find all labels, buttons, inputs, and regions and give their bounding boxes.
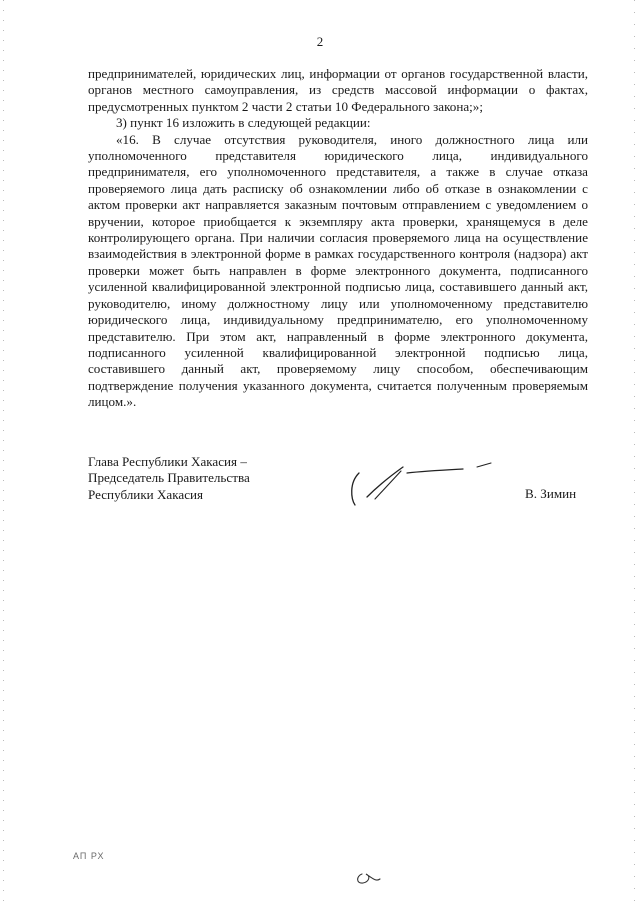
signatory-title-line: Председатель Правительства xyxy=(88,470,250,486)
signatory-title-line: Глава Республики Хакасия – xyxy=(88,454,247,469)
paragraph-item-3: 3) пункт 16 изложить в следующей редакции: xyxy=(116,115,371,131)
scan-edge-right xyxy=(633,0,636,905)
document-body xyxy=(88,66,588,411)
footer-code: АП РХ xyxy=(73,851,105,861)
handwritten-initial xyxy=(352,868,384,888)
signatory-name: В. Зимин xyxy=(525,486,577,501)
signatory-title-line: Республики Хакасия xyxy=(88,486,204,502)
paragraph-continuation: предпринимателей, юридических лиц, информации от органов государственной власти, органов местного самоуправления, из средств массовой информации о фактах, предусмотренных пунктом 2 части 2 статьи 10 Федерального закона;»; xyxy=(88,66,588,114)
page-number: 2 xyxy=(316,34,324,49)
paragraph-point-16: «16. В случае отсутствия руководителя, иного должностного лица или уполномоченного представителя юридического лица, индивидуального предпринимателя, его уполномоченного представителя, а также в случае отказа проверяемого лица дать расписку об ознакомлении либо об отказе в ознакомлении с актом проверки акт направляется заказным почтовым отправлением с уведомлением о вручении, которое приобщается к экземпляру акта проверки, хранящемуся в деле контролирующего органа. При наличии согласия проверяемого лица на осуществление взаимодействия в электронной форме в рамках государственного контроля (надзора) акт проверки может быть направлен в форме электронного документа, подписанного усиленной квалифицированной электронной подписью лица, составившего данный акт, руководителю, иному должностному лицу или уполномоченному представителю юридического лица, индивидуальному предпринимателю, его уполномоченному представителю. При этом акт, направленный в форме электронного документа, подписанного усиленной квалифицированной электронной подписью лица, составившего данный акт, проверяемому лицу способом, обеспечивающим подтверждение получения указанного документа, считается полученным проверяемым лицом.». xyxy=(88,131,588,410)
signatory-title xyxy=(88,454,250,503)
scan-edge-left xyxy=(2,0,5,905)
handwritten-signature xyxy=(345,455,505,515)
